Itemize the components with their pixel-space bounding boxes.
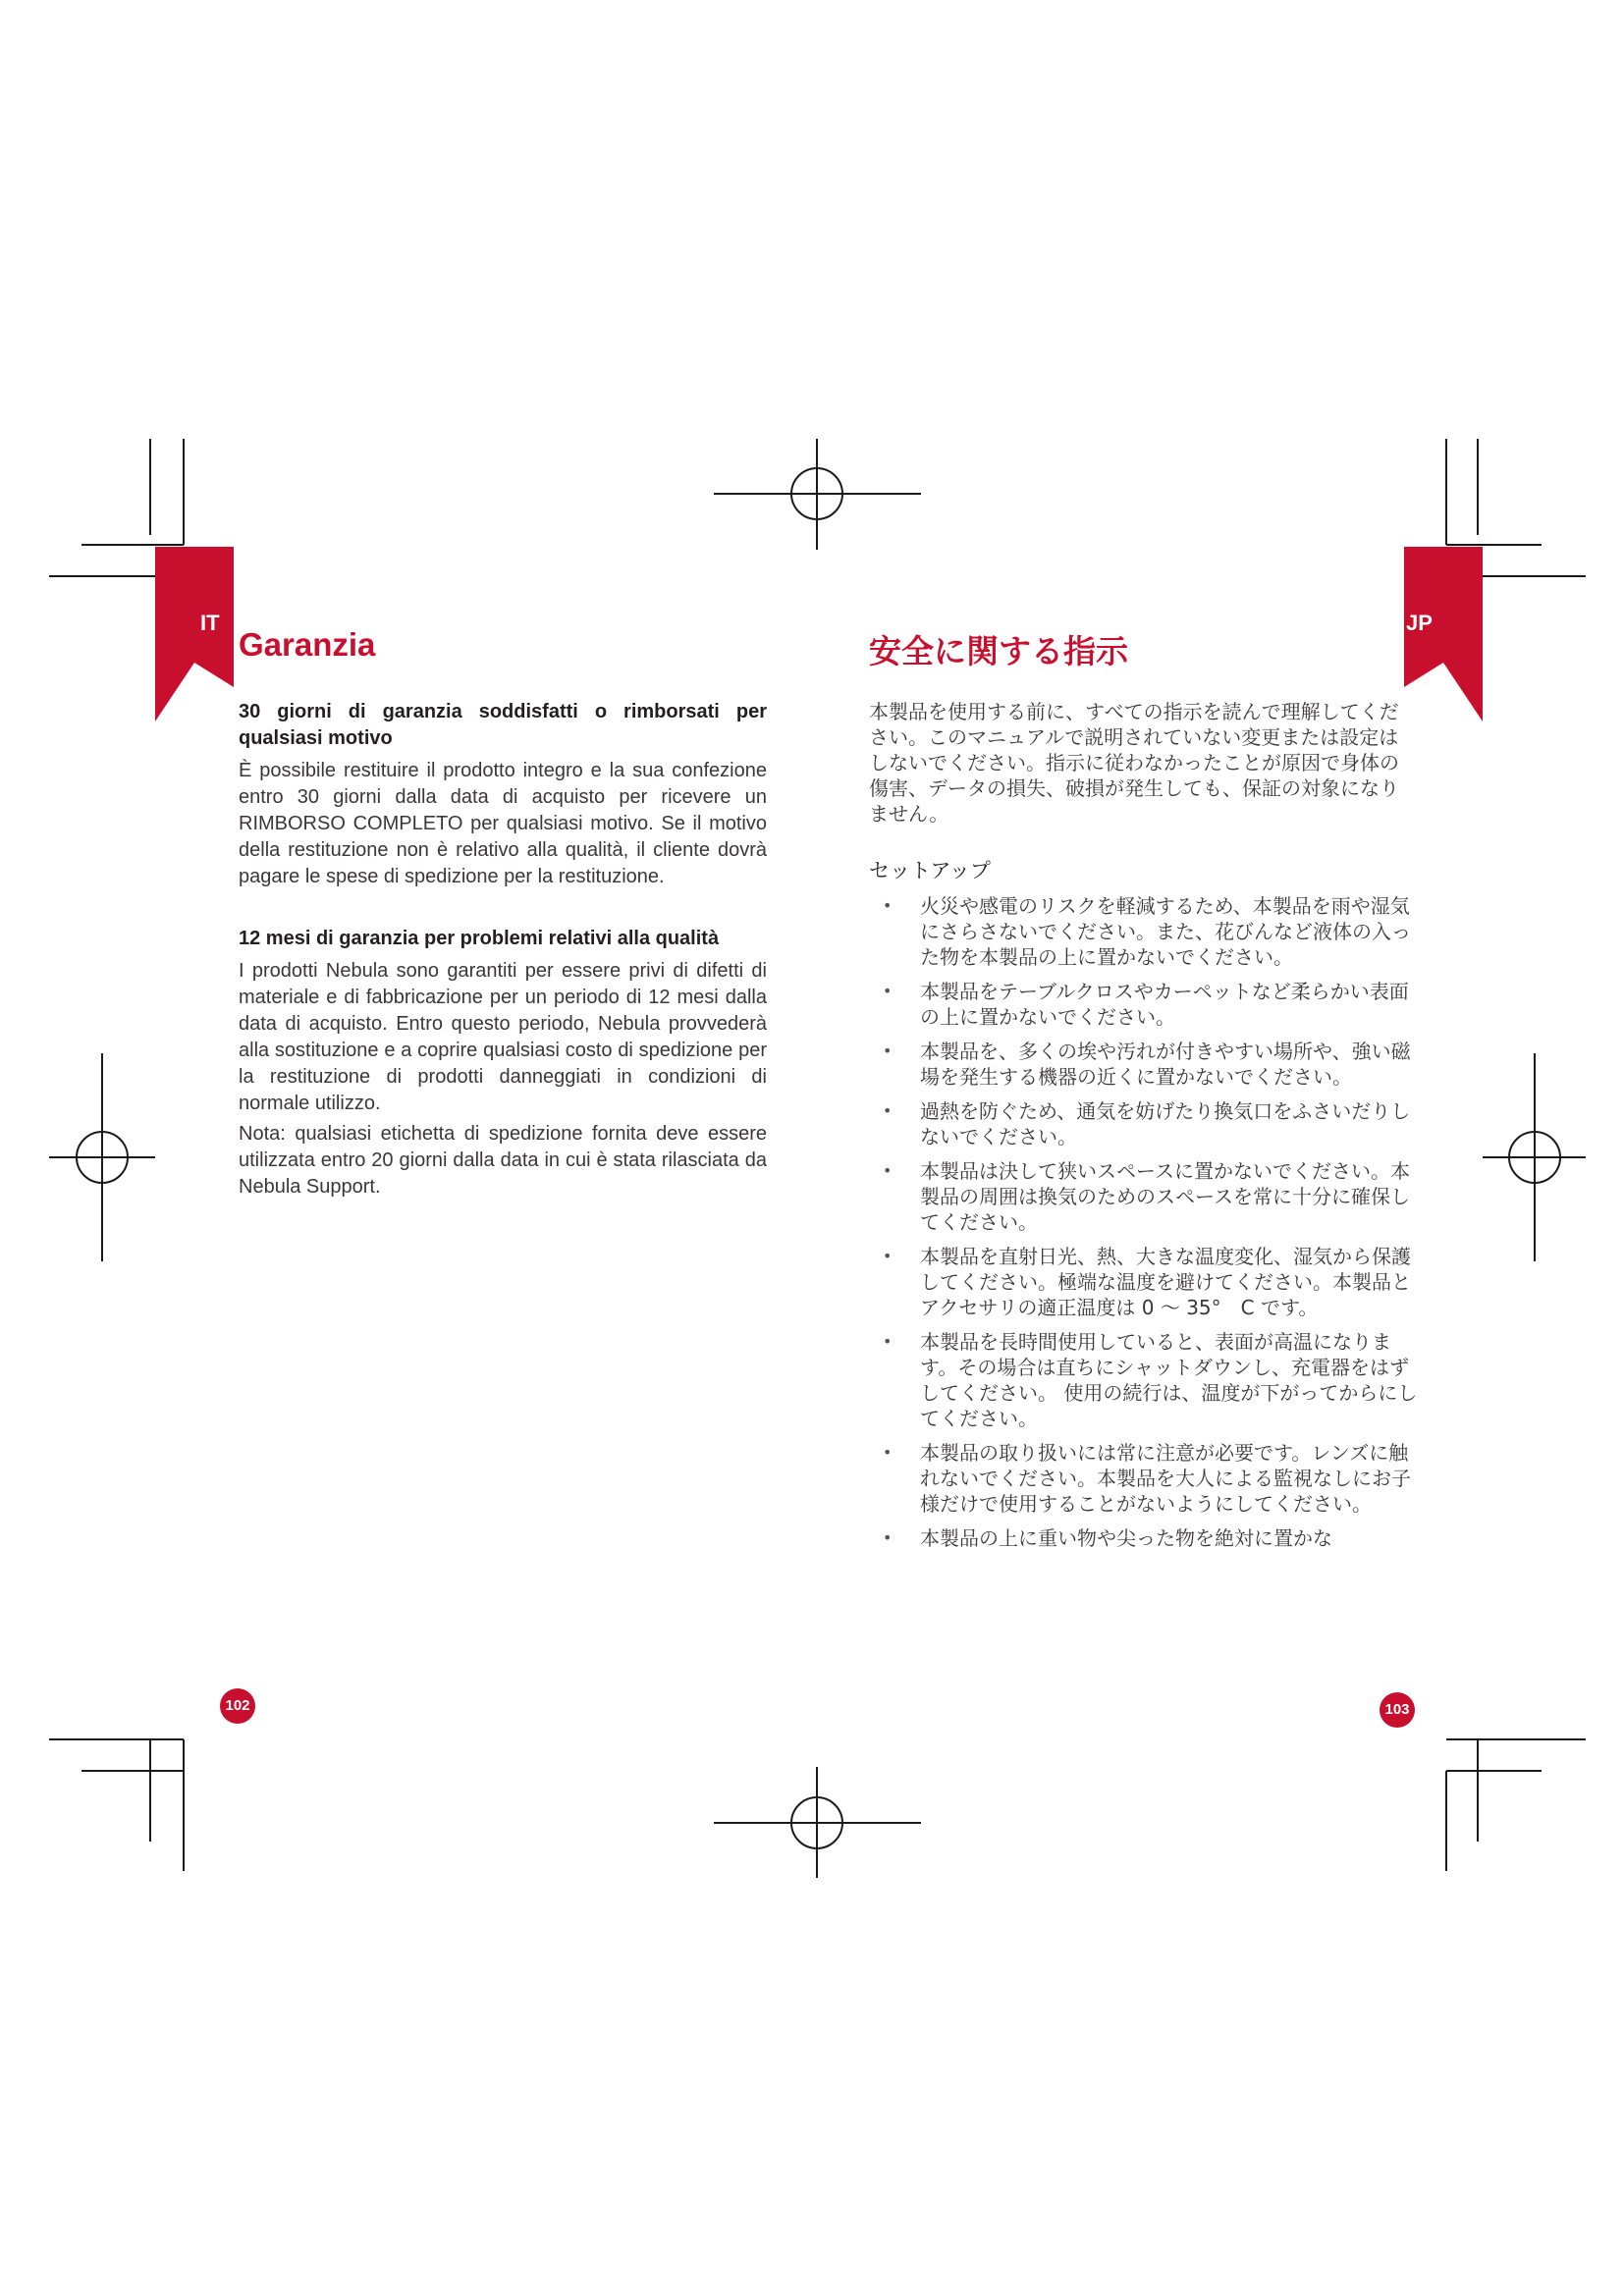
- page-number-right: 103: [1380, 1692, 1415, 1728]
- page-title-garanzia: Garanzia: [239, 626, 376, 663]
- intro-paragraph: 本製品を使用する前に、すべての指示を読んで理解してください。このマニュアルで説明されていない変更または設定はしないでください。指示に従わなかったことが原因で身体の傷害、データの損失、破損が発生しても、保証の対象になりません。: [869, 700, 1399, 826]
- list-item: • 火災や感電のリスクを軽減するため、本製品を雨や湿気にさらさないでください。また、花びんなど液体の入った物を本製品の上に置かないでください。: [883, 894, 1411, 969]
- tab-label-it: IT: [200, 611, 220, 635]
- list-item: • 過熱を防ぐため、通気を妨げたり換気口をふさいだりしないでください。: [883, 1099, 1411, 1148]
- ribbon-tab-left: [155, 547, 234, 721]
- section-note: Nota: qualsiasi etichetta di spedizione fornita deve essere utilizzata entro 20 giorni dalla data in cui è stata rilasciata da Nebula Support.: [239, 1123, 767, 1198]
- bullet-icon: •: [883, 1332, 893, 1351]
- section-title-setup: セットアップ: [869, 859, 991, 882]
- section-title-30-day: 30 giorni di garanzia soddisfatti o rimborsati per qualsiasi motivo: [239, 701, 767, 749]
- section-body-12-month: I prodotti Nebula sono garantiti per essere privi di difetti di materiale e di fabbricazione per un periodo di 12 mesi dalla data di acquisto. Entro questo periodo, Nebula provvederà alla sostituzione e a coprire qualsiasi costo di spedizione per la restituzione di prodotti danneggiati in condizioni di normale utilizzo.: [239, 960, 767, 1114]
- left-page-content: [239, 699, 767, 1201]
- bullet-icon: •: [883, 1161, 893, 1180]
- bullet-icon: •: [883, 982, 893, 1000]
- list-item: • 本製品の取り扱いには常に注意が必要です。レンズに触れないでください。本製品を大人による監視なしにお子様だけで使用することがないようにしてください。: [883, 1441, 1411, 1516]
- bullet-icon: •: [883, 1247, 893, 1265]
- bullet-icon: •: [883, 1041, 893, 1060]
- bullet-icon: •: [883, 1101, 893, 1120]
- right-page-content: [869, 699, 1419, 1560]
- safety-list: [869, 893, 1419, 1551]
- bullet-icon: •: [883, 896, 893, 915]
- bullet-icon: •: [883, 1528, 893, 1547]
- list-item: • 本製品を長時間使用していると、表面が高温になります。その場合は直ちにシャットダウンし、充電器をはずしてください。 使用の続行は、温度が下がってからにしてください。: [883, 1330, 1418, 1430]
- page-number-left: 102: [220, 1688, 255, 1724]
- bullet-icon: •: [883, 1443, 893, 1462]
- list-item: • 本製品をテーブルクロスやカーペットなど柔らかい表面の上に置かないでください。: [883, 980, 1409, 1029]
- list-item: • 本製品の上に重い物や尖った物を絶対に置かな: [883, 1526, 1332, 1550]
- page-title-safety: 安全に関する指示: [869, 633, 1128, 669]
- section-body-30-day: È possibile restituire il prodotto integro e la sua confezione entro 30 giorni dalla data di acquisto per ricevere un RIMBORSO COMPLETO per qualsiasi motivo. Se il motivo della restituzione non è relativo alla qualità, il cliente dovrà pagare le spese di spedizione per la restituzione.: [239, 760, 767, 887]
- tab-label-jp: JP: [1406, 611, 1433, 635]
- list-item: • 本製品を直射日光、熱、大きな温度変化、湿気から保護してください。極端な温度を避けてください。本製品とアクセサリの適正温度は 0 ～ 35° C です。: [883, 1245, 1411, 1319]
- section-title-12-month: 12 mesi di garanzia per problemi relativi alla qualità: [239, 928, 720, 949]
- list-item: • 本製品を、多くの埃や汚れが付きやすい場所や、強い磁場を発生する機器の近くに置かないでください。: [883, 1040, 1411, 1089]
- list-item: • 本製品は決して狭いスペースに置かないでください。本製品の周囲は換気のためのスペースを常に十分に確保してください。: [883, 1159, 1410, 1234]
